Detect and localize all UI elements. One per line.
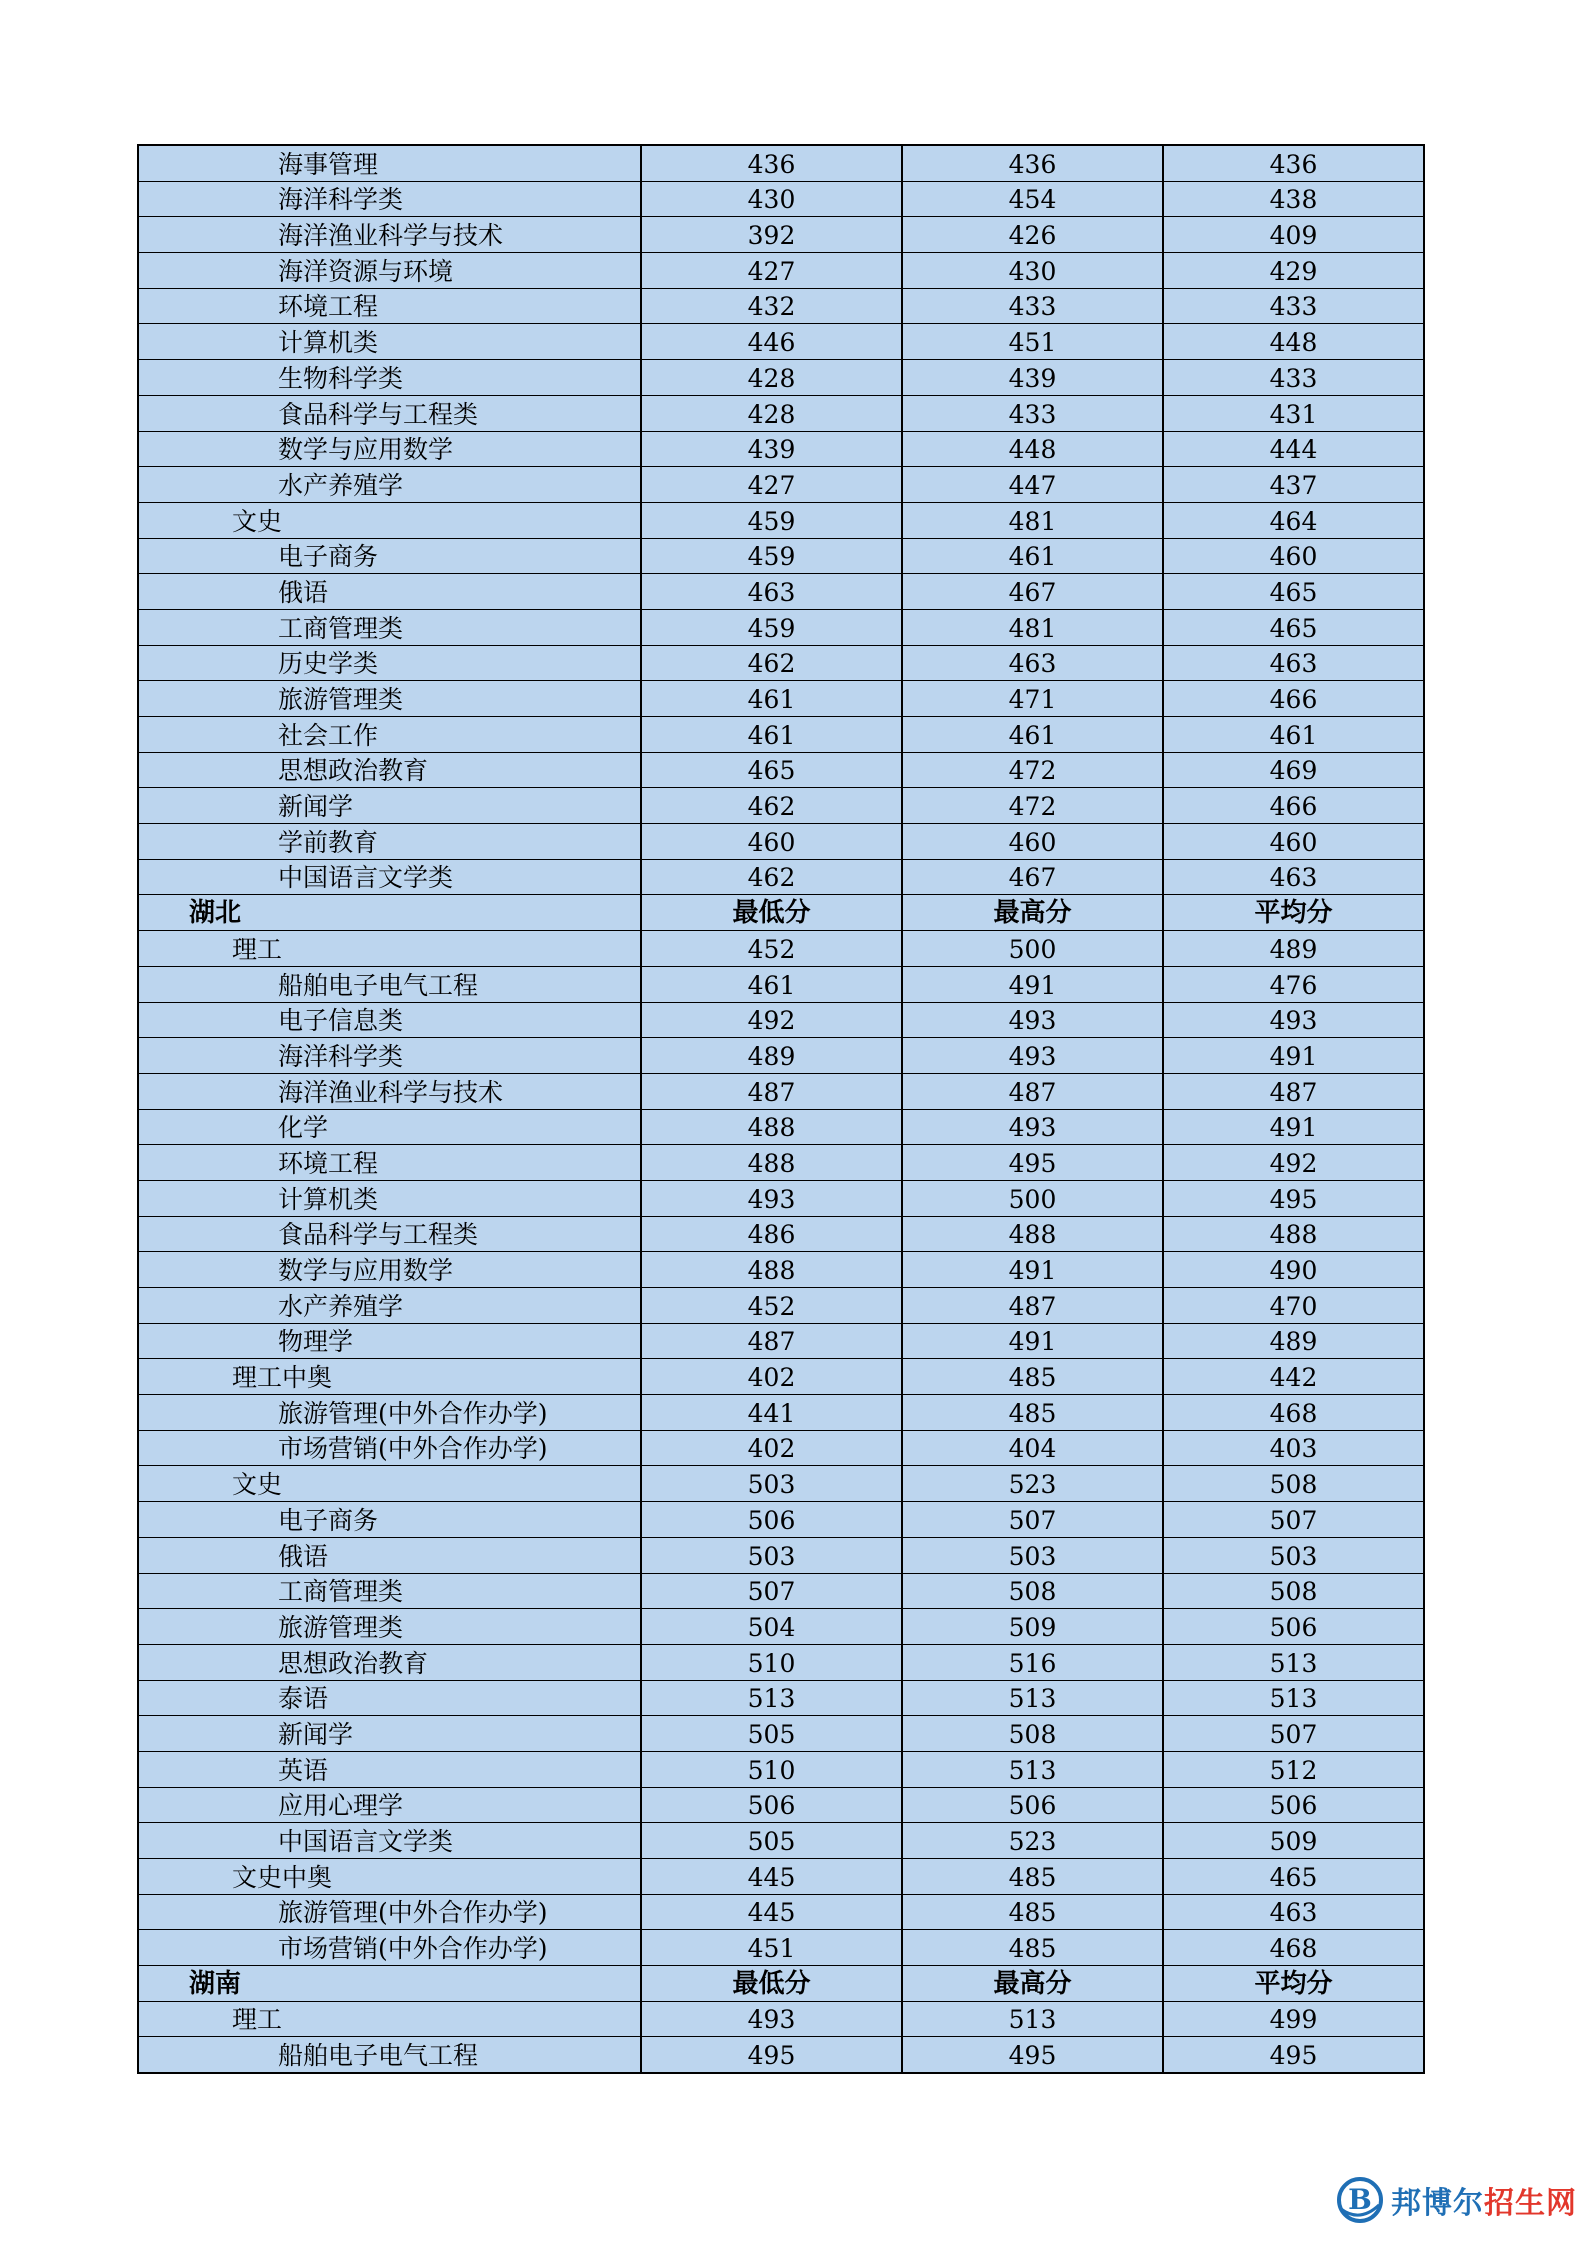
avg-score: 476: [1163, 966, 1424, 1002]
min-score: 488: [641, 1145, 902, 1181]
max-score: 430: [902, 253, 1163, 289]
max-score: 485: [902, 1359, 1163, 1395]
major-row: [138, 609, 1424, 645]
major-row: [138, 467, 1424, 503]
min-score: 462: [641, 859, 902, 895]
avg-score: 470: [1163, 1288, 1424, 1324]
major-row: [138, 181, 1424, 217]
avg-score: 506: [1163, 1609, 1424, 1645]
major-name: 海洋科学类: [138, 1038, 641, 1074]
max-score: 509: [902, 1609, 1163, 1645]
major-row: [138, 1288, 1424, 1324]
max-score: 454: [902, 181, 1163, 217]
major-row: [138, 145, 1424, 181]
major-name: 理工: [138, 931, 641, 967]
major-name: 数学与应用数学: [138, 1252, 641, 1288]
major-row: [138, 788, 1424, 824]
avg-score: 429: [1163, 253, 1424, 289]
avg-score: 448: [1163, 324, 1424, 360]
avg-score: 444: [1163, 431, 1424, 467]
min-score: 488: [641, 1252, 902, 1288]
major-name: 理工: [138, 2001, 641, 2037]
major-name: 工商管理类: [138, 609, 641, 645]
major-name: 市场营销(中外合作办学): [138, 1430, 641, 1466]
major-row: [138, 859, 1424, 895]
min-score: 430: [641, 181, 902, 217]
max-score: 503: [902, 1537, 1163, 1573]
avg-score: 464: [1163, 502, 1424, 538]
major-name: 市场营销(中外合作办学): [138, 1930, 641, 1966]
min-score: 459: [641, 538, 902, 574]
min-score: 493: [641, 1180, 902, 1216]
major-row: [138, 288, 1424, 324]
major-row: [138, 966, 1424, 1002]
max-score: 460: [902, 824, 1163, 860]
min-score: 392: [641, 217, 902, 253]
min-score: 505: [641, 1823, 902, 1859]
major-row: [138, 1644, 1424, 1680]
logo-text-part2: 招生网: [1484, 2186, 1577, 2221]
max-score: 471: [902, 681, 1163, 717]
major-name: 环境工程: [138, 288, 641, 324]
major-row: [138, 1537, 1424, 1573]
max-score: 491: [902, 966, 1163, 1002]
major-row: [138, 324, 1424, 360]
major-name: 计算机类: [138, 1180, 641, 1216]
max-score: 426: [902, 217, 1163, 253]
score-table: [137, 144, 1425, 2074]
max-score: 451: [902, 324, 1163, 360]
min-score: 460: [641, 824, 902, 860]
major-row: [138, 717, 1424, 753]
avg-score: 513: [1163, 1644, 1424, 1680]
max-score: 485: [902, 1930, 1163, 1966]
min-score: 461: [641, 966, 902, 1002]
major-row: [138, 1038, 1424, 1074]
avg-score: 466: [1163, 788, 1424, 824]
major-row: [138, 1823, 1424, 1859]
max-score: 404: [902, 1430, 1163, 1466]
avg-score: 442: [1163, 1359, 1424, 1395]
avg-score: 489: [1163, 1323, 1424, 1359]
avg-score: 513: [1163, 1680, 1424, 1716]
avg-score: 463: [1163, 1894, 1424, 1930]
avg-score: 508: [1163, 1466, 1424, 1502]
min-score: 503: [641, 1466, 902, 1502]
min-score: 495: [641, 2037, 902, 2073]
major-name: 船舶电子电气工程: [138, 966, 641, 1002]
major-name: 理工中奥: [138, 1359, 641, 1395]
max-score: 516: [902, 1644, 1163, 1680]
avg-score: 463: [1163, 645, 1424, 681]
category-row: [138, 931, 1424, 967]
major-name: 俄语: [138, 574, 641, 610]
major-name: 泰语: [138, 1680, 641, 1716]
logo-text-part1: 邦博尔: [1391, 2186, 1484, 2221]
svg-text:B: B: [1348, 2183, 1372, 2216]
min-score: 493: [641, 2001, 902, 2037]
major-row: [138, 645, 1424, 681]
min-score: 487: [641, 1073, 902, 1109]
avg-score: 509: [1163, 1823, 1424, 1859]
max-score: 513: [902, 1680, 1163, 1716]
max-score: 523: [902, 1823, 1163, 1859]
avg-score: 499: [1163, 2001, 1424, 2037]
major-name: 物理学: [138, 1323, 641, 1359]
major-name: 历史学类: [138, 645, 641, 681]
max-score: 491: [902, 1252, 1163, 1288]
min-score-header: 最低分: [641, 1966, 902, 2002]
avg-score: 495: [1163, 2037, 1424, 2073]
avg-score: 466: [1163, 681, 1424, 717]
major-row: [138, 1323, 1424, 1359]
major-name: 新闻学: [138, 1716, 641, 1752]
max-score: 436: [902, 145, 1163, 181]
major-name: 海洋资源与环境: [138, 253, 641, 289]
avg-score: 488: [1163, 1216, 1424, 1252]
avg-score: 460: [1163, 538, 1424, 574]
max-score: 481: [902, 502, 1163, 538]
avg-score: 489: [1163, 931, 1424, 967]
min-score: 510: [641, 1644, 902, 1680]
major-name: 环境工程: [138, 1145, 641, 1181]
max-score: 508: [902, 1716, 1163, 1752]
max-score: 481: [902, 609, 1163, 645]
min-score: 465: [641, 752, 902, 788]
avg-score: 468: [1163, 1930, 1424, 1966]
max-score: 513: [902, 2001, 1163, 2037]
category-row: [138, 1859, 1424, 1895]
major-row: [138, 1180, 1424, 1216]
major-row: [138, 1145, 1424, 1181]
max-score: 493: [902, 1002, 1163, 1038]
major-row: [138, 1751, 1424, 1787]
avg-score: 491: [1163, 1109, 1424, 1145]
max-score: 485: [902, 1395, 1163, 1431]
major-row: [138, 1894, 1424, 1930]
category-row: [138, 1359, 1424, 1395]
min-score: 452: [641, 931, 902, 967]
province-header-row: [138, 895, 1424, 931]
avg-score: 506: [1163, 1787, 1424, 1823]
min-score: 486: [641, 1216, 902, 1252]
avg-score: 507: [1163, 1716, 1424, 1752]
avg-score: 465: [1163, 609, 1424, 645]
logo-b-icon: [1335, 2175, 1385, 2225]
max-score-header: 最高分: [902, 895, 1163, 931]
major-row: [138, 1787, 1424, 1823]
major-row: [138, 2037, 1424, 2073]
max-score: 513: [902, 1751, 1163, 1787]
avg-score-header: 平均分: [1163, 1966, 1424, 2002]
major-name: 食品科学与工程类: [138, 395, 641, 431]
logo-text: [1391, 2178, 1577, 2222]
avg-score: 437: [1163, 467, 1424, 503]
max-score: 491: [902, 1323, 1163, 1359]
max-score: 485: [902, 1859, 1163, 1895]
major-name: 学前教育: [138, 824, 641, 860]
major-name: 食品科学与工程类: [138, 1216, 641, 1252]
avg-score: 507: [1163, 1502, 1424, 1538]
major-name: 海洋渔业科学与技术: [138, 217, 641, 253]
major-name: 文史: [138, 502, 641, 538]
avg-score-header: 平均分: [1163, 895, 1424, 931]
min-score: 462: [641, 788, 902, 824]
major-name: 旅游管理(中外合作办学): [138, 1894, 641, 1930]
avg-score: 487: [1163, 1073, 1424, 1109]
major-name: 电子商务: [138, 1502, 641, 1538]
min-score: 507: [641, 1573, 902, 1609]
min-score: 432: [641, 288, 902, 324]
major-row: [138, 681, 1424, 717]
min-score: 503: [641, 1537, 902, 1573]
min-score: 505: [641, 1716, 902, 1752]
min-score: 510: [641, 1751, 902, 1787]
major-row: [138, 1609, 1424, 1645]
min-score: 488: [641, 1109, 902, 1145]
major-row: [138, 395, 1424, 431]
min-score: 463: [641, 574, 902, 610]
max-score: 493: [902, 1038, 1163, 1074]
max-score: 461: [902, 717, 1163, 753]
major-row: [138, 1930, 1424, 1966]
max-score: 488: [902, 1216, 1163, 1252]
major-row: [138, 538, 1424, 574]
major-name: 文史中奥: [138, 1859, 641, 1895]
avg-score: 468: [1163, 1395, 1424, 1431]
min-score: 439: [641, 431, 902, 467]
min-score: 489: [641, 1038, 902, 1074]
max-score: 467: [902, 574, 1163, 610]
major-name: 电子信息类: [138, 1002, 641, 1038]
major-row: [138, 431, 1424, 467]
avg-score: 490: [1163, 1252, 1424, 1288]
major-row: [138, 752, 1424, 788]
min-score: 506: [641, 1787, 902, 1823]
max-score: 433: [902, 395, 1163, 431]
category-row: [138, 502, 1424, 538]
major-name: 旅游管理类: [138, 681, 641, 717]
major-name: 新闻学: [138, 788, 641, 824]
min-score: 428: [641, 360, 902, 396]
province-name: 湖北: [138, 895, 641, 931]
score-table-body: [138, 145, 1424, 2073]
max-score: 523: [902, 1466, 1163, 1502]
avg-score: 461: [1163, 717, 1424, 753]
major-name: 水产养殖学: [138, 1288, 641, 1324]
major-name: 水产养殖学: [138, 467, 641, 503]
avg-score: 465: [1163, 574, 1424, 610]
major-name: 工商管理类: [138, 1573, 641, 1609]
major-name: 中国语言文学类: [138, 859, 641, 895]
min-score: 427: [641, 253, 902, 289]
max-score: 461: [902, 538, 1163, 574]
max-score: 500: [902, 1180, 1163, 1216]
max-score: 485: [902, 1894, 1163, 1930]
min-score: 452: [641, 1288, 902, 1324]
major-row: [138, 1430, 1424, 1466]
min-score: 427: [641, 467, 902, 503]
max-score: 472: [902, 788, 1163, 824]
max-score: 467: [902, 859, 1163, 895]
avg-score: 433: [1163, 360, 1424, 396]
max-score: 508: [902, 1573, 1163, 1609]
avg-score: 409: [1163, 217, 1424, 253]
avg-score: 403: [1163, 1430, 1424, 1466]
max-score: 495: [902, 1145, 1163, 1181]
major-name: 思想政治教育: [138, 752, 641, 788]
avg-score: 495: [1163, 1180, 1424, 1216]
min-score-header: 最低分: [641, 895, 902, 931]
min-score: 513: [641, 1680, 902, 1716]
major-name: 英语: [138, 1751, 641, 1787]
major-name: 文史: [138, 1466, 641, 1502]
min-score: 402: [641, 1430, 902, 1466]
avg-score: 463: [1163, 859, 1424, 895]
max-score: 487: [902, 1073, 1163, 1109]
major-row: [138, 1216, 1424, 1252]
major-row: [138, 217, 1424, 253]
min-score: 504: [641, 1609, 902, 1645]
min-score: 436: [641, 145, 902, 181]
site-logo: [1335, 2172, 1577, 2228]
major-row: [138, 1502, 1424, 1538]
major-name: 中国语言文学类: [138, 1823, 641, 1859]
min-score: 451: [641, 1930, 902, 1966]
major-name: 旅游管理(中外合作办学): [138, 1395, 641, 1431]
max-score: 472: [902, 752, 1163, 788]
category-row: [138, 1466, 1424, 1502]
min-score: 445: [641, 1859, 902, 1895]
avg-score: 503: [1163, 1537, 1424, 1573]
major-name: 应用心理学: [138, 1787, 641, 1823]
province-header-row: [138, 1966, 1424, 2002]
min-score: 459: [641, 609, 902, 645]
major-name: 旅游管理类: [138, 1609, 641, 1645]
major-row: [138, 360, 1424, 396]
major-name: 化学: [138, 1109, 641, 1145]
avg-score: 465: [1163, 1859, 1424, 1895]
min-score: 441: [641, 1395, 902, 1431]
max-score: 439: [902, 360, 1163, 396]
major-name: 海事管理: [138, 145, 641, 181]
max-score: 493: [902, 1109, 1163, 1145]
major-name: 船舶电子电气工程: [138, 2037, 641, 2073]
avg-score: 431: [1163, 395, 1424, 431]
min-score: 402: [641, 1359, 902, 1395]
max-score: 507: [902, 1502, 1163, 1538]
min-score: 461: [641, 717, 902, 753]
major-name: 海洋渔业科学与技术: [138, 1073, 641, 1109]
major-row: [138, 1252, 1424, 1288]
major-row: [138, 1109, 1424, 1145]
major-row: [138, 1073, 1424, 1109]
province-name: 湖南: [138, 1966, 641, 2002]
avg-score: 460: [1163, 824, 1424, 860]
major-row: [138, 1002, 1424, 1038]
major-name: 数学与应用数学: [138, 431, 641, 467]
major-row: [138, 824, 1424, 860]
max-score: 506: [902, 1787, 1163, 1823]
major-row: [138, 1573, 1424, 1609]
avg-score: 469: [1163, 752, 1424, 788]
major-row: [138, 1395, 1424, 1431]
min-score: 462: [641, 645, 902, 681]
avg-score: 436: [1163, 145, 1424, 181]
major-row: [138, 253, 1424, 289]
major-row: [138, 1680, 1424, 1716]
max-score-header: 最高分: [902, 1966, 1163, 2002]
avg-score: 493: [1163, 1002, 1424, 1038]
max-score: 495: [902, 2037, 1163, 2073]
min-score: 428: [641, 395, 902, 431]
max-score: 448: [902, 431, 1163, 467]
major-name: 计算机类: [138, 324, 641, 360]
max-score: 447: [902, 467, 1163, 503]
min-score: 461: [641, 681, 902, 717]
major-row: [138, 574, 1424, 610]
min-score: 446: [641, 324, 902, 360]
avg-score: 491: [1163, 1038, 1424, 1074]
avg-score: 433: [1163, 288, 1424, 324]
major-name: 电子商务: [138, 538, 641, 574]
min-score: 445: [641, 1894, 902, 1930]
max-score: 500: [902, 931, 1163, 967]
avg-score: 508: [1163, 1573, 1424, 1609]
major-name: 生物科学类: [138, 360, 641, 396]
max-score: 487: [902, 1288, 1163, 1324]
max-score: 433: [902, 288, 1163, 324]
max-score: 463: [902, 645, 1163, 681]
min-score: 459: [641, 502, 902, 538]
avg-score: 512: [1163, 1751, 1424, 1787]
major-name: 社会工作: [138, 717, 641, 753]
min-score: 487: [641, 1323, 902, 1359]
major-name: 海洋科学类: [138, 181, 641, 217]
category-row: [138, 2001, 1424, 2037]
min-score: 492: [641, 1002, 902, 1038]
major-name: 俄语: [138, 1537, 641, 1573]
avg-score: 438: [1163, 181, 1424, 217]
major-row: [138, 1716, 1424, 1752]
min-score: 506: [641, 1502, 902, 1538]
avg-score: 492: [1163, 1145, 1424, 1181]
major-name: 思想政治教育: [138, 1644, 641, 1680]
